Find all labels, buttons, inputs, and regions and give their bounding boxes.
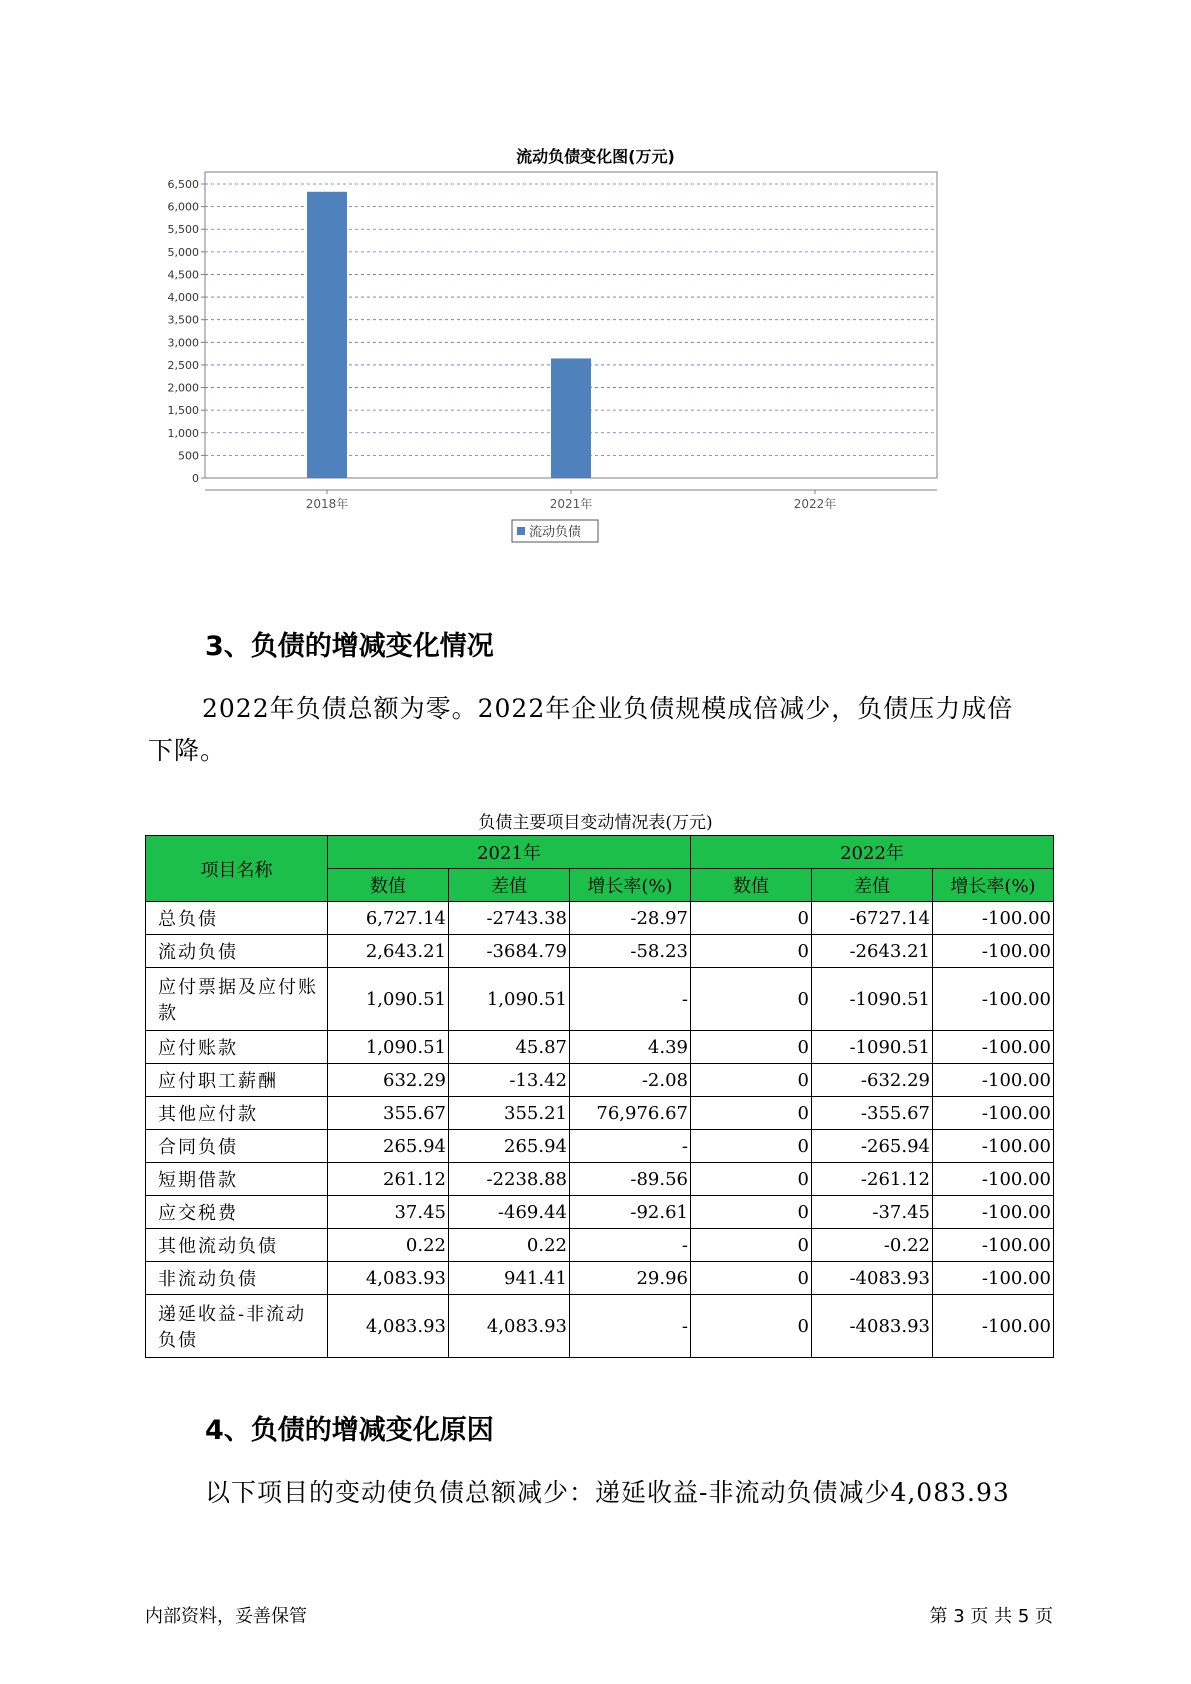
y-tick-label: 0 [192, 472, 199, 485]
table-row [146, 1295, 1054, 1358]
row-item-name: 应付票据及应付账款 [146, 968, 328, 1031]
cell-v2: 0 [691, 968, 812, 1031]
section-4-heading: 4、负债的增减变化原因 [205, 1415, 494, 1446]
cell-g2: -100.00 [933, 1097, 1054, 1130]
cell-g2: -100.00 [933, 1262, 1054, 1295]
cell-d2: -2643.21 [812, 935, 933, 968]
cell-v1: 0.22 [328, 1229, 449, 1262]
header-year-2022: 2022年 [691, 836, 1054, 869]
y-tick-label: 5,500 [167, 223, 199, 237]
header-value-2022: 数值 [691, 869, 812, 902]
cell-g2: -100.00 [933, 968, 1054, 1031]
cell-v2: 0 [691, 1295, 812, 1358]
cell-v1: 265.94 [328, 1130, 449, 1163]
y-tick-label: 2,500 [167, 358, 199, 372]
cell-v1: 37.45 [328, 1196, 449, 1229]
cell-d1: 4,083.93 [449, 1295, 570, 1358]
table-row [146, 1229, 1054, 1262]
cell-g1: - [570, 1229, 691, 1262]
liability-change-table [145, 835, 1054, 1358]
cell-g1: 29.96 [570, 1262, 691, 1295]
table-row [146, 1031, 1054, 1064]
cell-v2: 0 [691, 1163, 812, 1196]
row-item-name: 其他应付款 [146, 1097, 328, 1130]
cell-v2: 0 [691, 1130, 812, 1163]
cell-d2: -632.29 [812, 1064, 933, 1097]
cell-d1: 0.22 [449, 1229, 570, 1262]
cell-v1: 355.67 [328, 1097, 449, 1130]
cell-g1: -89.56 [570, 1163, 691, 1196]
cell-g2: -100.00 [933, 1163, 1054, 1196]
table-row [146, 1130, 1054, 1163]
cell-v1: 6,727.14 [328, 902, 449, 935]
header-value-2021: 数值 [328, 869, 449, 902]
row-item-name: 应付账款 [146, 1031, 328, 1064]
legend-swatch [517, 527, 525, 535]
cell-g1: - [570, 1295, 691, 1358]
table-row [146, 935, 1054, 968]
cell-g2: -100.00 [933, 1295, 1054, 1358]
cell-d2: -265.94 [812, 1130, 933, 1163]
section-3-heading: 3、负债的增减变化情况 [205, 631, 494, 662]
y-tick-label: 1,500 [167, 404, 199, 418]
section-3-paragraph [148, 688, 1048, 772]
cell-d1: 265.94 [449, 1130, 570, 1163]
y-tick-label: 3,500 [167, 313, 199, 327]
cell-v1: 261.12 [328, 1163, 449, 1196]
cell-d2: -6727.14 [812, 902, 933, 935]
cell-g1: 76,976.67 [570, 1097, 691, 1130]
section-4-paragraph: 以下项目的变动使负债总额减少：递延收益-非流动负债减少4,083.93 [205, 1478, 1010, 1507]
cell-d1: 45.87 [449, 1031, 570, 1064]
cell-g2: -100.00 [933, 1229, 1054, 1262]
cell-d1: -3684.79 [449, 935, 570, 968]
x-tick-label: 2022年 [793, 497, 837, 511]
header-year-2021: 2021年 [328, 836, 691, 869]
cell-d1: -469.44 [449, 1196, 570, 1229]
row-item-name: 递延收益-非流动负债 [146, 1295, 328, 1358]
cell-d2: -1090.51 [812, 968, 933, 1031]
table-row [146, 1097, 1054, 1130]
header-diff-2021: 差值 [449, 869, 570, 902]
header-growth-2021: 增长率(%) [570, 869, 691, 902]
cell-v2: 0 [691, 935, 812, 968]
x-tick-label: 2021年 [549, 497, 593, 511]
table-row [146, 968, 1054, 1031]
cell-g1: -2.08 [570, 1064, 691, 1097]
cell-v2: 0 [691, 902, 812, 935]
cell-d2: -37.45 [812, 1196, 933, 1229]
y-tick-label: 3,000 [167, 336, 199, 350]
row-item-name: 其他流动负债 [146, 1229, 328, 1262]
cell-v1: 632.29 [328, 1064, 449, 1097]
row-item-name: 总负债 [146, 902, 328, 935]
row-item-name: 应交税费 [146, 1196, 328, 1229]
row-item-name: 短期借款 [146, 1163, 328, 1196]
cell-g1: - [570, 968, 691, 1031]
cell-v1: 1,090.51 [328, 968, 449, 1031]
bar-2018年 [307, 192, 347, 478]
cell-d1: 355.21 [449, 1097, 570, 1130]
cell-v1: 4,083.93 [328, 1262, 449, 1295]
cell-v2: 0 [691, 1196, 812, 1229]
row-item-name: 流动负债 [146, 935, 328, 968]
table-row [146, 1064, 1054, 1097]
table-row [146, 1262, 1054, 1295]
cell-v2: 0 [691, 1262, 812, 1295]
cell-d2: -1090.51 [812, 1031, 933, 1064]
header-item-name: 项目名称 [146, 836, 328, 902]
cell-d1: -13.42 [449, 1064, 570, 1097]
row-item-name: 合同负债 [146, 1130, 328, 1163]
y-tick-label: 4,500 [167, 268, 199, 282]
y-tick-label: 6,500 [167, 178, 199, 191]
cell-v1: 4,083.93 [328, 1295, 449, 1358]
row-item-name: 应付职工薪酬 [146, 1064, 328, 1097]
cell-g2: -100.00 [933, 1064, 1054, 1097]
legend-label: 流动负债 [529, 525, 582, 540]
table-row [146, 902, 1054, 935]
cell-v1: 2,643.21 [328, 935, 449, 968]
header-growth-2022: 增长率(%) [933, 869, 1054, 902]
y-tick-label: 6,000 [167, 200, 199, 214]
liability-bar-chart [160, 168, 1020, 598]
cell-g1: 4.39 [570, 1031, 691, 1064]
cell-d1: -2743.38 [449, 902, 570, 935]
chart-title: 流动负债变化图(万元) [516, 147, 675, 166]
footer-page-number: 第 3 页 共 5 页 [929, 1606, 1053, 1627]
cell-d2: -355.67 [812, 1097, 933, 1130]
cell-g1: -28.97 [570, 902, 691, 935]
table-row [146, 1196, 1054, 1229]
cell-v2: 0 [691, 1031, 812, 1064]
cell-g1: -92.61 [570, 1196, 691, 1229]
cell-d2: -4083.93 [812, 1295, 933, 1358]
cell-g2: -100.00 [933, 935, 1054, 968]
cell-v2: 0 [691, 1064, 812, 1097]
section-3-line-2: 下降。 [148, 736, 227, 765]
cell-g2: -100.00 [933, 1196, 1054, 1229]
footer-confidential: 内部资料，妥善保管 [145, 1606, 307, 1627]
table-row [146, 1163, 1054, 1196]
cell-g2: -100.00 [933, 902, 1054, 935]
cell-d1: 941.41 [449, 1262, 570, 1295]
cell-d2: -4083.93 [812, 1262, 933, 1295]
y-tick-label: 4,000 [167, 291, 199, 305]
cell-d1: 1,090.51 [449, 968, 570, 1031]
header-diff-2022: 差值 [812, 869, 933, 902]
table-caption: 负债主要项目变动情况表(万元) [478, 813, 713, 833]
cell-g1: - [570, 1130, 691, 1163]
y-tick-label: 1,000 [167, 426, 199, 440]
x-tick-label: 2018年 [305, 497, 349, 511]
cell-v2: 0 [691, 1097, 812, 1130]
cell-g2: -100.00 [933, 1130, 1054, 1163]
cell-d2: -0.22 [812, 1229, 933, 1262]
cell-v1: 1,090.51 [328, 1031, 449, 1064]
cell-v2: 0 [691, 1229, 812, 1262]
y-tick-label: 2,000 [167, 381, 199, 395]
bar-2021年 [551, 358, 591, 478]
y-tick-label: 500 [178, 449, 199, 463]
cell-g1: -58.23 [570, 935, 691, 968]
cell-d1: -2238.88 [449, 1163, 570, 1196]
cell-g2: -100.00 [933, 1031, 1054, 1064]
cell-d2: -261.12 [812, 1163, 933, 1196]
y-tick-label: 5,000 [167, 245, 199, 259]
row-item-name: 非流动负债 [146, 1262, 328, 1295]
section-3-line-1: 2022年负债总额为零。2022年企业负债规模成倍减少，负债压力成倍 [202, 694, 1014, 723]
